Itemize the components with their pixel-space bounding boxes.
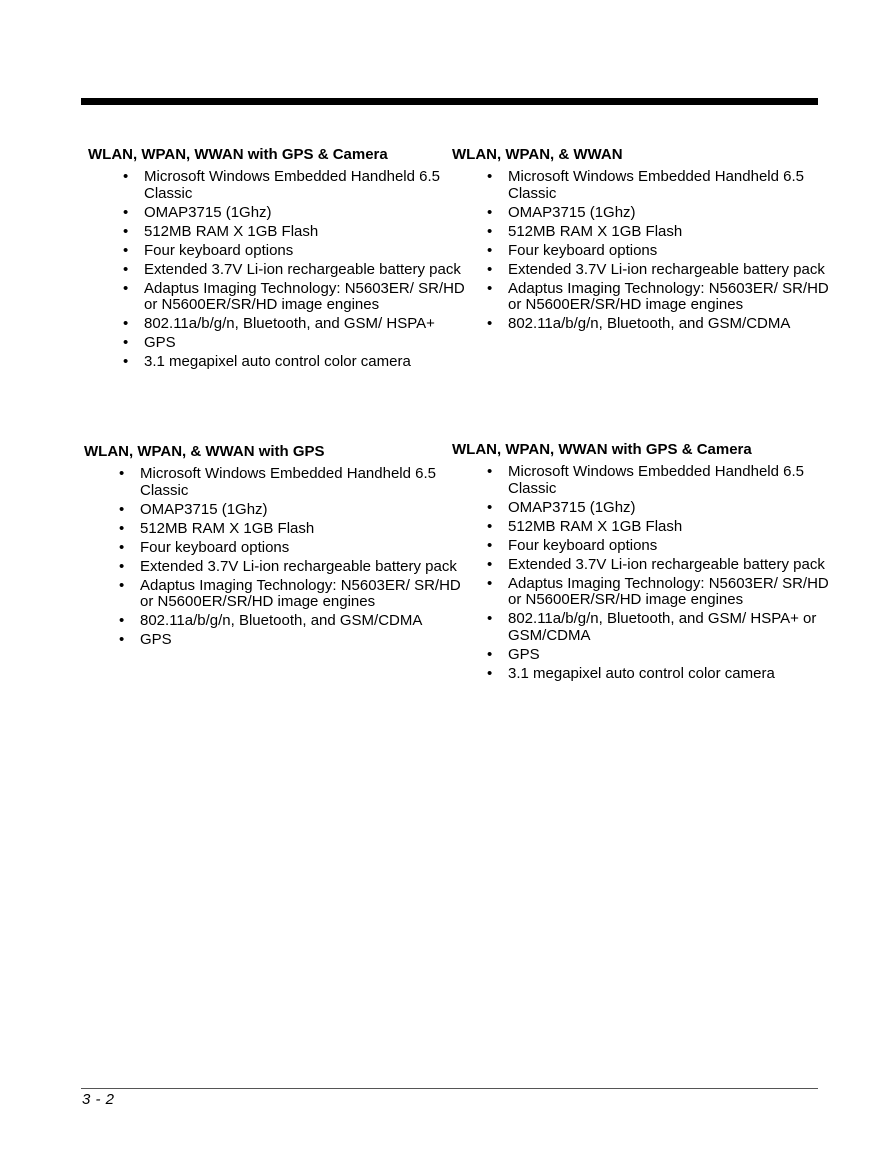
- bullet-icon: •: [123, 222, 129, 240]
- section-title: WLAN, WPAN, & WWAN: [452, 146, 623, 163]
- list-item-text: Microsoft Windows Embedded Handheld 6.5 Classic: [508, 463, 804, 497]
- list-item-text: 512MB RAM X 1GB Flash: [508, 517, 683, 535]
- bullet-icon: •: [487, 222, 493, 240]
- list-item: [84, 613, 464, 630]
- list-item: [88, 169, 468, 202]
- feature-list: [452, 169, 832, 333]
- bullet-icon: •: [123, 334, 129, 351]
- list-item-text: Extended 3.7V Li-ion rechargeable battery pack: [508, 555, 825, 573]
- list-item-text: Adaptus Imaging Technology: N5603ER/ SR/HD or N5600ER/SR/HD image engines: [508, 574, 829, 608]
- bullet-icon: •: [487, 498, 493, 516]
- list-item-text: OMAP3715 (1Ghz): [140, 500, 268, 518]
- list-item-text: 512MB RAM X 1GB Flash: [144, 222, 319, 240]
- list-item-text: Extended 3.7V Li-ion rechargeable battery pack: [144, 260, 461, 278]
- config-section-2: [452, 146, 832, 335]
- bullet-icon: •: [119, 500, 125, 518]
- list-item-text: 3.1 megapixel auto control color camera: [508, 664, 775, 682]
- list-item: [452, 538, 832, 555]
- list-item: [84, 632, 464, 649]
- bullet-icon: •: [119, 557, 125, 575]
- list-item-text: OMAP3715 (1Ghz): [508, 498, 636, 516]
- list-item: [88, 205, 468, 222]
- list-item: [452, 205, 832, 222]
- list-item-text: OMAP3715 (1Ghz): [508, 203, 636, 221]
- list-item: [452, 169, 832, 202]
- list-item: [88, 316, 468, 333]
- page-number: 3 - 2: [82, 1091, 115, 1108]
- list-item: [452, 666, 832, 683]
- list-item: [88, 354, 468, 371]
- list-item: [88, 335, 468, 352]
- list-item: [84, 466, 464, 499]
- list-item-text: Four keyboard options: [508, 241, 658, 259]
- bullet-icon: •: [119, 465, 125, 482]
- list-item: [452, 316, 832, 333]
- bullet-icon: •: [123, 353, 129, 370]
- bullet-icon: •: [487, 168, 493, 185]
- list-item-text: 3.1 megapixel auto control color camera: [144, 353, 411, 370]
- list-item: [88, 224, 468, 241]
- bullet-icon: •: [487, 260, 493, 278]
- bullet-icon: •: [487, 664, 493, 682]
- bullet-icon: •: [487, 574, 493, 592]
- feature-list: [452, 464, 832, 682]
- list-item: [452, 464, 832, 497]
- list-item-text: 802.11a/b/g/n, Bluetooth, and GSM/ HSPA+: [144, 315, 435, 332]
- list-item-text: Adaptus Imaging Technology: N5603ER/ SR/HD or N5600ER/SR/HD image engines: [144, 279, 465, 313]
- bullet-icon: •: [487, 555, 493, 573]
- list-item: [452, 500, 832, 517]
- section-title: WLAN, WPAN, & WWAN with GPS: [84, 443, 325, 460]
- list-item: [452, 557, 832, 574]
- bullet-icon: •: [119, 631, 125, 648]
- bullet-icon: •: [487, 279, 493, 297]
- bullet-icon: •: [123, 168, 129, 185]
- feature-list: [84, 466, 464, 649]
- list-item: [452, 519, 832, 536]
- header-rule: [81, 98, 818, 105]
- list-item: [452, 647, 832, 664]
- list-item: [452, 262, 832, 279]
- feature-list: [88, 169, 468, 371]
- list-item-text: Adaptus Imaging Technology: N5603ER/ SR/HD or N5600ER/SR/HD image engines: [508, 279, 829, 313]
- config-section-1: [88, 146, 468, 373]
- bullet-icon: •: [119, 538, 125, 556]
- config-section-4: [452, 441, 832, 685]
- list-item: [452, 281, 832, 314]
- list-item: [452, 611, 832, 644]
- bullet-icon: •: [487, 241, 493, 259]
- list-item: [84, 502, 464, 519]
- bullet-icon: •: [123, 241, 129, 259]
- list-item-text: 802.11a/b/g/n, Bluetooth, and GSM/CDMA: [508, 315, 791, 332]
- bullet-icon: •: [487, 463, 493, 480]
- list-item-text: Extended 3.7V Li-ion rechargeable battery pack: [140, 557, 457, 575]
- list-item-text: Extended 3.7V Li-ion rechargeable battery pack: [508, 260, 825, 278]
- list-item-text: 512MB RAM X 1GB Flash: [508, 222, 683, 240]
- list-item-text: Microsoft Windows Embedded Handheld 6.5 Classic: [144, 168, 440, 202]
- list-item: [452, 576, 832, 609]
- list-item-text: GPS: [508, 645, 540, 663]
- list-item-text: GPS: [140, 631, 172, 648]
- list-item-text: Four keyboard options: [140, 538, 290, 556]
- bullet-icon: •: [487, 315, 493, 332]
- list-item-text: 802.11a/b/g/n, Bluetooth, and GSM/CDMA: [140, 612, 423, 629]
- section-title: WLAN, WPAN, WWAN with GPS & Camera: [452, 441, 752, 458]
- config-section-3: [84, 443, 464, 651]
- list-item: [452, 224, 832, 241]
- bullet-icon: •: [123, 315, 129, 332]
- bullet-icon: •: [119, 612, 125, 629]
- bullet-icon: •: [487, 645, 493, 663]
- list-item-text: Four keyboard options: [144, 241, 294, 259]
- bullet-icon: •: [123, 279, 129, 297]
- list-item: [88, 262, 468, 279]
- list-item-text: 512MB RAM X 1GB Flash: [140, 519, 315, 537]
- footer-rule: [81, 1088, 818, 1089]
- list-item-text: OMAP3715 (1Ghz): [144, 203, 272, 221]
- list-item: [84, 540, 464, 557]
- list-item-text: Adaptus Imaging Technology: N5603ER/ SR/HD or N5600ER/SR/HD image engines: [140, 576, 461, 610]
- list-item: [88, 281, 468, 314]
- list-item-text: Microsoft Windows Embedded Handheld 6.5 Classic: [508, 168, 804, 202]
- bullet-icon: •: [119, 519, 125, 537]
- bullet-icon: •: [487, 536, 493, 554]
- section-title: WLAN, WPAN, WWAN with GPS & Camera: [88, 146, 388, 163]
- bullet-icon: •: [487, 610, 493, 627]
- list-item: [84, 578, 464, 611]
- list-item: [452, 243, 832, 260]
- list-item-text: Four keyboard options: [508, 536, 658, 554]
- bullet-icon: •: [487, 203, 493, 221]
- list-item: [88, 243, 468, 260]
- bullet-icon: •: [487, 517, 493, 535]
- list-item: [84, 521, 464, 538]
- bullet-icon: •: [123, 260, 129, 278]
- bullet-icon: •: [119, 576, 125, 594]
- bullet-icon: •: [123, 203, 129, 221]
- list-item-text: 802.11a/b/g/n, Bluetooth, and GSM/ HSPA+ or GSM/CDMA: [508, 610, 817, 644]
- list-item-text: Microsoft Windows Embedded Handheld 6.5 Classic: [140, 465, 436, 499]
- list-item-text: GPS: [144, 334, 176, 351]
- list-item: [84, 559, 464, 576]
